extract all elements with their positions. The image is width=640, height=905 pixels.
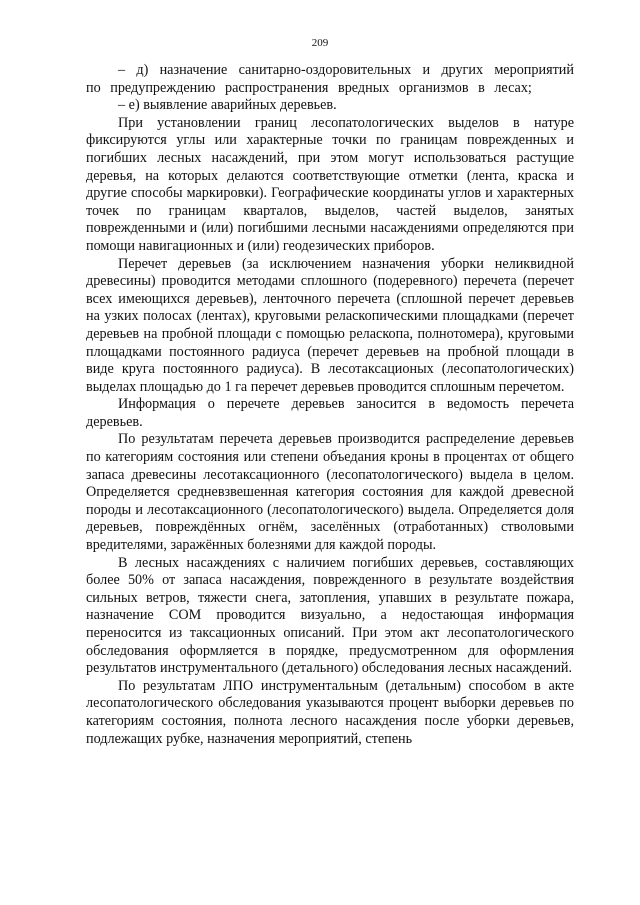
paragraph-dead-stands: В лесных насаждениях с наличием погибших деревьев, составляющих более 50% от запаса насаждения, поврежденного в результате воздействия сильных ветров, тяжести снега, затопления, упавших в результате пожара, назначение СОМ проводится визуально, а недостающая информация переносится из таксационных описаний. При этом акт лесопатологического обследования оформляется в порядке, предусмотренном для оформления результатов инструментального (детального) обследования лесных насаждений. [86,554,574,677]
paragraph-count-record: Информация о перечете деревьев заносится в ведомость перечета деревьев. [86,396,574,430]
page-number: 209 [311,37,329,49]
list-item-d: – д) назначение санитарно-оздоровительных и других мероприятий по предупреждению распространения вредных организмов в лесах; [86,62,574,96]
paragraph-boundaries: При установлении границ лесопатологических выделов в натуре фиксируются углы или характерные точки по границам поврежденных и погибших лесных насаждений, при этом могут использоваться растущие деревья, на которых делаются соответствующие отметки (лента, краска и другие способы маркировки). Географические координаты углов и характерных точек по границам кварталов, выделов, частей выделов, занятых поврежденными и (или) погибшими лесными насаждениями определяются при помощи навигационных и (или) геодезических приборов. [86,114,574,254]
paragraph-instrumental-results: По результатам ЛПО инструментальным (детальным) способом в акте лесопатологического обследования указываются процент выборки деревьев по категориям состояния, полнота лесного насаждения после уборки деревьев, подлежащих рубке, назначения мероприятий, степень [86,677,574,747]
paragraph-distribution: По результатам перечета деревьев производится распределение деревьев по категориям состояния или степени объедания кроны в процентах от общего запаса древесины лесотаксационного (лесопатологического) выдела в целом. Определяется средневзвешенная категория состояния для каждой древесной породы и лесотаксационного (лесопатологического) выдела. Определяется доля деревьев, повреждённых огнём, заселённых (отработанных) стволовыми вредителями, заражённых болезнями для каждой породы. [86,431,574,554]
paragraph-tree-count-methods: Перечет деревьев (за исключением назначения уборки неликвидной древесины) проводится методами сплошного (подеревного) перечета (перечет всех имеющихся деревьев), ленточного перечета (сплошной перечет деревьев на узких полосах (лентах), круговыми реласкопическими площадками (перечет деревьев на пробной площади с помощью реласкопа, полнотомера), круговыми площадками постоянного радиуса (перечет деревьев на пробной площади в виде круга постоянного радиуса). В лесотаксационых (лесопатологических) выделах площадью до 1 га перечет деревьев проводится сплошным перечетом. [86,255,574,395]
list-item-e: – е) выявление аварийных деревьев. [118,97,337,114]
body-text [86,62,574,748]
